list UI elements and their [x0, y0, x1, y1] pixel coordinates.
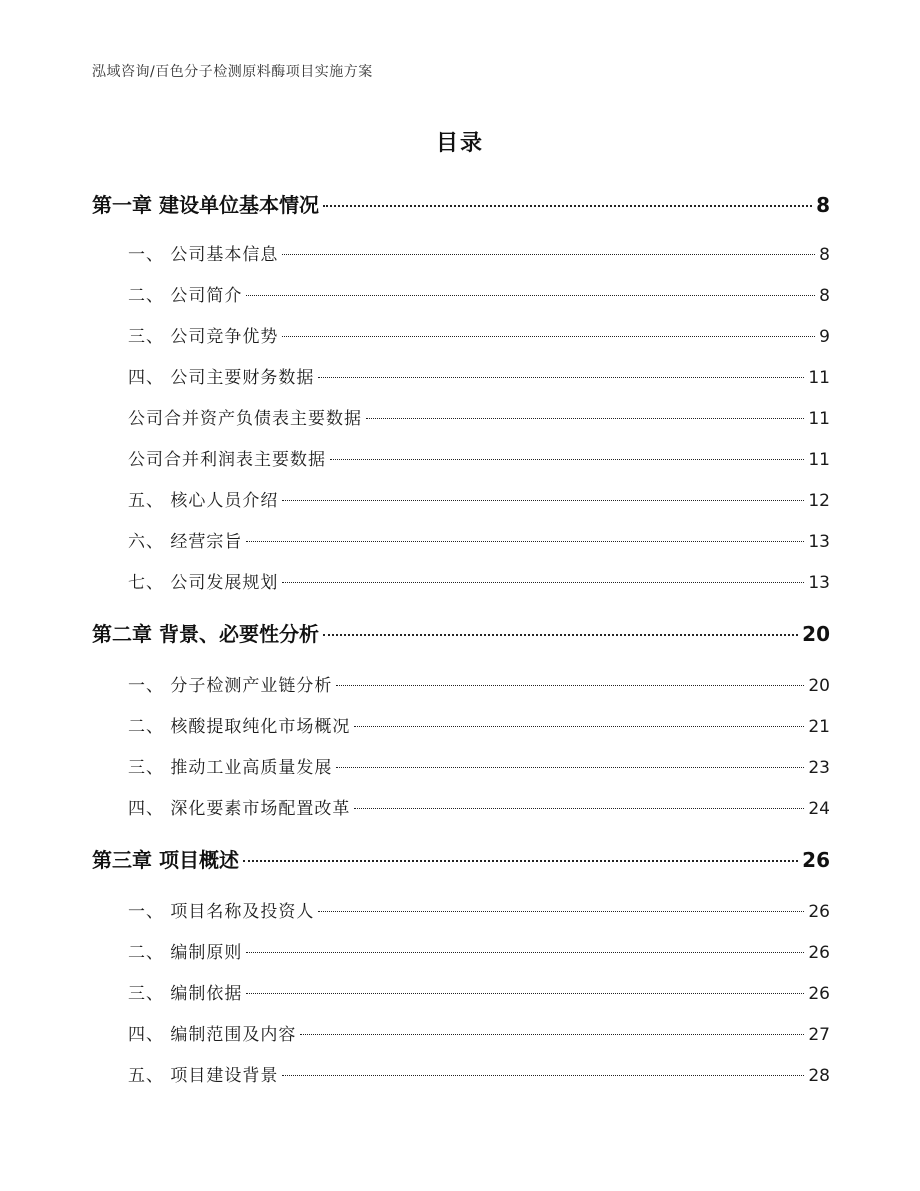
toc-entry-label: 公司合并利润表主要数据 [128, 450, 326, 470]
toc-entry-page: 11 [808, 450, 830, 470]
dot-leader [300, 1034, 804, 1035]
toc-entry-label: 第二章 背景、必要性分析 [92, 622, 319, 646]
toc-entry-page: 27 [808, 1025, 830, 1045]
dot-leader [323, 205, 812, 207]
toc-subsection[interactable] [128, 445, 830, 470]
dot-leader [336, 685, 804, 686]
toc-entry-page: 13 [808, 573, 830, 593]
toc-entry-label: 二、 公司简介 [128, 286, 243, 306]
toc-entry-page: 11 [808, 409, 830, 429]
toc-entry-label: 一、 公司基本信息 [128, 245, 279, 265]
toc-entry-label: 一、 分子检测产业链分析 [128, 676, 333, 696]
toc-entry-page: 28 [808, 1066, 830, 1086]
toc-section[interactable] [128, 712, 830, 737]
dot-leader [336, 767, 804, 768]
toc-title: 目录 [435, 131, 484, 156]
toc-section[interactable] [128, 281, 830, 306]
toc-entry-label: 五、 核心人员介绍 [128, 491, 279, 511]
toc-entry-page: 21 [808, 717, 830, 737]
dot-leader [246, 952, 804, 953]
toc-entry-label: 公司合并资产负债表主要数据 [128, 409, 362, 429]
dot-leader [282, 1075, 804, 1076]
toc-entry-label: 一、 项目名称及投资人 [128, 902, 315, 922]
toc-section[interactable] [128, 486, 830, 511]
toc-section[interactable] [128, 671, 830, 696]
toc-section[interactable] [128, 568, 830, 593]
dot-leader [243, 860, 798, 862]
toc-entry-label: 四、 深化要素市场配置改革 [128, 799, 351, 819]
toc-section[interactable] [128, 240, 830, 265]
toc-section[interactable] [128, 527, 830, 552]
toc-section[interactable] [128, 363, 830, 388]
toc-subsection[interactable] [128, 404, 830, 429]
toc-entry-page: 8 [816, 193, 830, 217]
toc-entry-label: 第三章 项目概述 [92, 848, 239, 872]
toc-entry-page: 13 [808, 532, 830, 552]
toc-entry-label: 五、 项目建设背景 [128, 1066, 279, 1086]
toc-chapter-3[interactable] [92, 844, 830, 873]
toc-entry-label: 二、 编制原则 [128, 943, 243, 963]
dot-leader [323, 634, 798, 636]
toc-entry-page: 24 [808, 799, 830, 819]
dot-leader [282, 336, 815, 337]
dot-leader [318, 377, 804, 378]
toc-entry-label: 六、 经营宗旨 [128, 532, 243, 552]
dot-leader [282, 254, 815, 255]
toc-entry-label: 二、 核酸提取纯化市场概况 [128, 717, 351, 737]
dot-leader [282, 500, 804, 501]
toc-section[interactable] [128, 1020, 830, 1045]
toc-chapter-1[interactable] [92, 189, 830, 218]
toc-section[interactable] [128, 897, 830, 922]
toc-section[interactable] [128, 322, 830, 347]
toc-entry-page: 8 [819, 286, 830, 306]
dot-leader [282, 582, 804, 583]
toc-entry-page: 20 [802, 622, 830, 646]
toc-section[interactable] [128, 979, 830, 1004]
dot-leader [318, 911, 804, 912]
toc-entry-page: 23 [808, 758, 830, 778]
toc-entry-page: 26 [802, 848, 830, 872]
toc-section[interactable] [128, 794, 830, 819]
toc-entry-page: 9 [819, 327, 830, 347]
toc-entry-page: 11 [808, 368, 830, 388]
dot-leader [354, 726, 804, 727]
toc-entry-page: 12 [808, 491, 830, 511]
toc-section[interactable] [128, 1061, 830, 1086]
dot-leader [330, 459, 804, 460]
dot-leader [246, 295, 815, 296]
toc-section[interactable] [128, 753, 830, 778]
dot-leader [354, 808, 804, 809]
toc-entry-label: 四、 公司主要财务数据 [128, 368, 315, 388]
toc-entry-label: 三、 公司竞争优势 [128, 327, 279, 347]
toc-entry-label: 三、 编制依据 [128, 984, 243, 1004]
toc-chapter-2[interactable] [92, 618, 830, 647]
toc-entry-page: 26 [808, 902, 830, 922]
running-header: 泓域咨询/百色分子检测原料酶项目实施方案 [92, 64, 373, 80]
dot-leader [246, 993, 804, 994]
dot-leader [246, 541, 804, 542]
toc-entry-label: 三、 推动工业高质量发展 [128, 758, 333, 778]
dot-leader [366, 418, 804, 419]
toc-entry-page: 26 [808, 943, 830, 963]
toc-entry-page: 20 [808, 676, 830, 696]
toc-entry-label: 四、 编制范围及内容 [128, 1025, 297, 1045]
toc-section[interactable] [128, 938, 830, 963]
toc-entry-label: 七、 公司发展规划 [128, 573, 279, 593]
toc-entry-page: 26 [808, 984, 830, 1004]
toc-entry-page: 8 [819, 245, 830, 265]
toc-entry-label: 第一章 建设单位基本情况 [92, 193, 319, 217]
